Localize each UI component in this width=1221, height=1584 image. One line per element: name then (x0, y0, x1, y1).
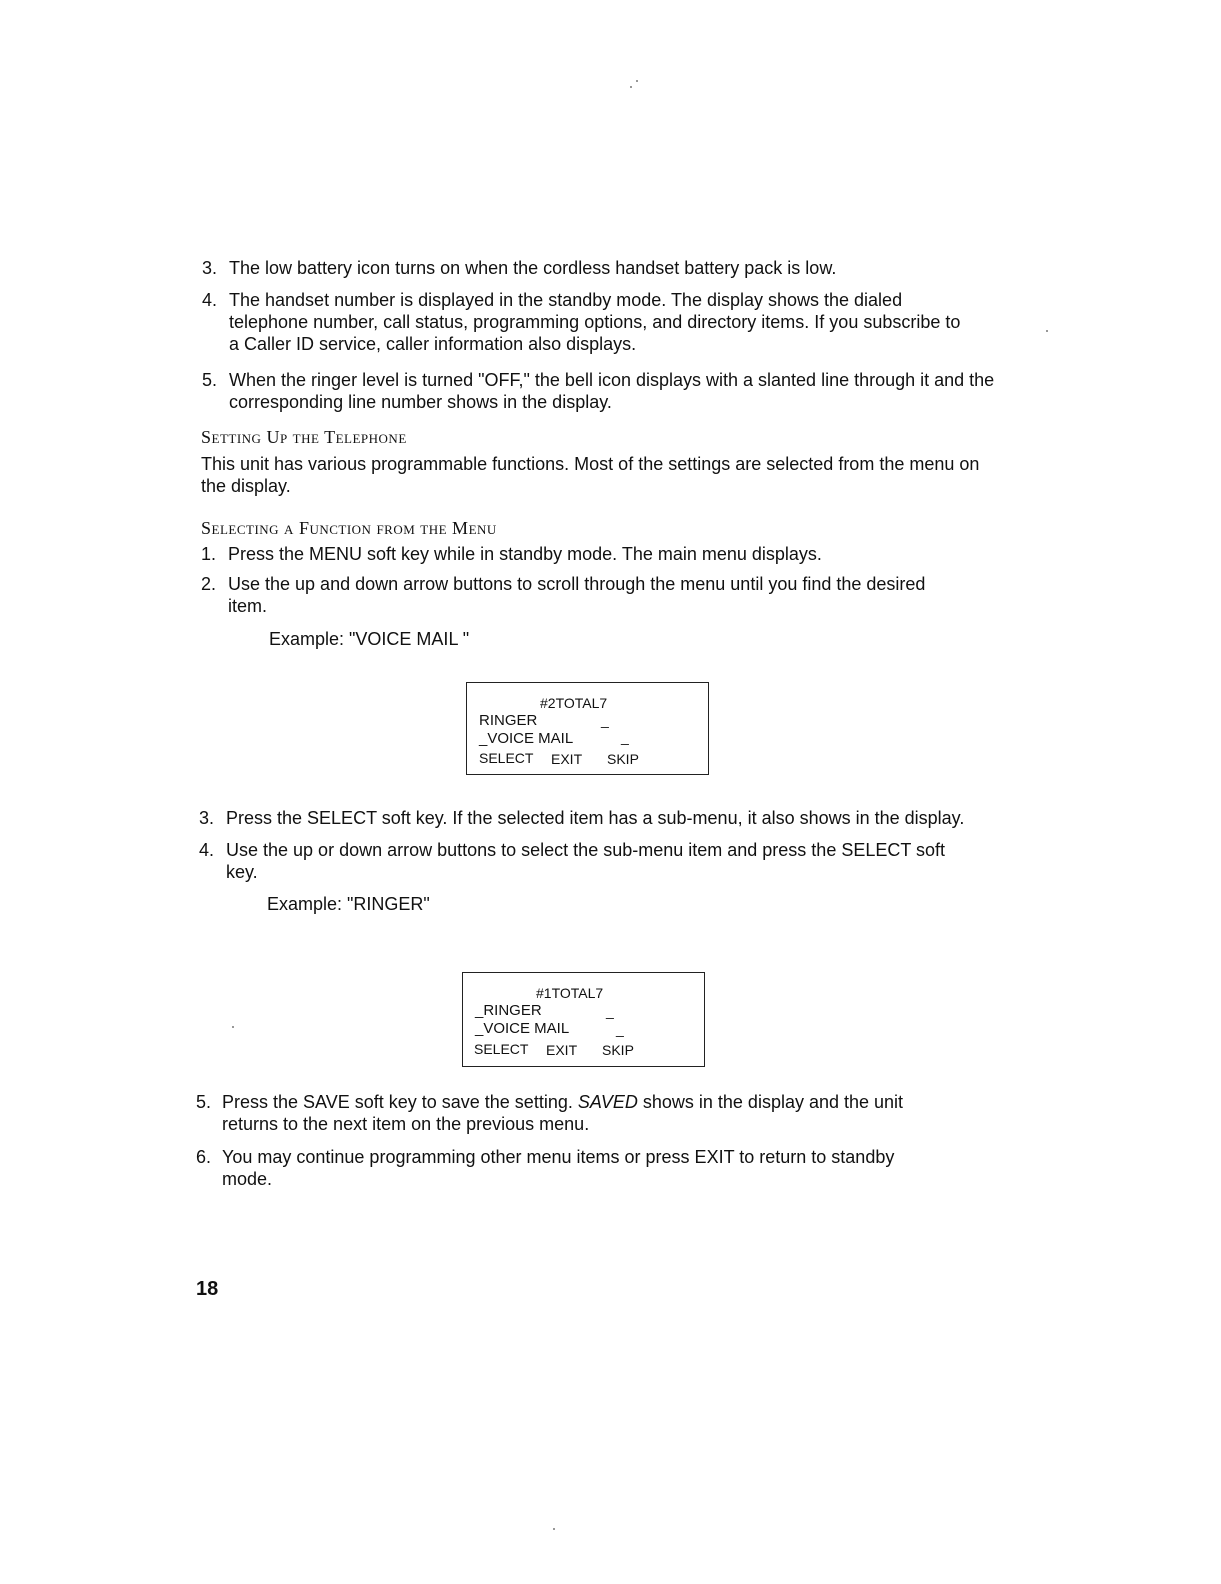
lcd-softkey: SKIP (607, 751, 639, 767)
list-text: Press the SELECT soft key. If the selected item has a sub-menu, it also shows in the display. (226, 808, 965, 828)
list-text: The low battery icon turns on when the cordless handset battery pack is low. (229, 258, 837, 278)
list-text: When the ringer level is turned "OFF," the bell icon displays with a slanted line through it and the corresponding line number shows in the display. (229, 370, 995, 412)
list-text: Press the MENU soft key while in standby mode. The main menu displays. (228, 544, 822, 564)
list-item (196, 1146, 946, 1190)
list-item (196, 1091, 956, 1135)
list-number: 3. (202, 258, 218, 278)
scan-speck (630, 86, 632, 88)
list-text: Use the up and down arrow buttons to scroll through the menu until you find the desired item. (228, 574, 926, 616)
list-text: Use the up or down arrow buttons to select the sub-menu item and press the SELECT soft key. (226, 840, 946, 882)
list-text (222, 1091, 956, 1135)
list-item (199, 839, 969, 883)
lcd-softkey: SKIP (602, 1042, 634, 1058)
lcd-line: _RINGER (475, 1002, 542, 1019)
scan-speck (553, 1528, 555, 1530)
saved-status-text: SAVED (577, 1092, 638, 1112)
scan-speck (1046, 330, 1048, 332)
list-item (199, 807, 999, 829)
example-label: Example: "VOICE MAIL " (269, 629, 470, 649)
list-number: 5. (196, 1092, 212, 1112)
lcd-cursor-mark: _ (616, 1021, 624, 1037)
list-number: 6. (196, 1147, 212, 1167)
lcd-display (466, 682, 709, 775)
list-item (201, 543, 1001, 565)
scan-speck (636, 80, 638, 82)
section-heading: Setting Up the Telephone (201, 427, 407, 447)
list-text-part: shows in the display and the unit returns to the next item on the previous menu. (222, 1092, 904, 1134)
example-label: Example: "RINGER" (267, 894, 430, 914)
lcd-title: #2TOTAL7 (540, 695, 608, 711)
list-number: 4. (202, 290, 218, 310)
scan-speck (232, 1026, 234, 1028)
list-item (202, 257, 1002, 279)
list-number: 1. (201, 544, 217, 564)
list-text: The handset number is displayed in the standby mode. The display shows the dialed telephone number, call status, programming options, and directory items. If you subscribe to a Caller ID service, caller information also displays. (229, 290, 961, 354)
section-paragraph: This unit has various programmable functions. Most of the settings are selected from the menu on the display. (201, 454, 980, 496)
lcd-cursor-mark: _ (601, 712, 609, 728)
list-number: 3. (199, 808, 215, 828)
lcd-softkey: SELECT (474, 1041, 529, 1057)
lcd-cursor-mark: _ (606, 1003, 614, 1019)
section-heading: Selecting a Function from the Menu (201, 518, 497, 538)
list-item (202, 289, 972, 355)
list-text-part: Press the SAVE soft key to save the setting. (222, 1092, 578, 1112)
lcd-softkey: SELECT (479, 750, 534, 766)
lcd-line: _VOICE MAIL (479, 730, 574, 747)
list-number: 5. (202, 370, 218, 390)
page-number: 18 (196, 1278, 219, 1300)
list-text: You may continue programming other menu items or press EXIT to return to standby mode. (222, 1147, 895, 1189)
lcd-title: #1TOTAL7 (536, 985, 604, 1001)
list-item (202, 369, 1002, 413)
lcd-softkey: EXIT (546, 1042, 578, 1058)
list-number: 4. (199, 840, 215, 860)
lcd-display (462, 972, 705, 1067)
lcd-line: RINGER (479, 712, 538, 729)
list-number: 2. (201, 574, 217, 594)
list-item (201, 573, 961, 617)
lcd-line: _VOICE MAIL (475, 1020, 570, 1037)
lcd-cursor-mark: _ (621, 729, 629, 745)
lcd-softkey: EXIT (551, 751, 583, 767)
